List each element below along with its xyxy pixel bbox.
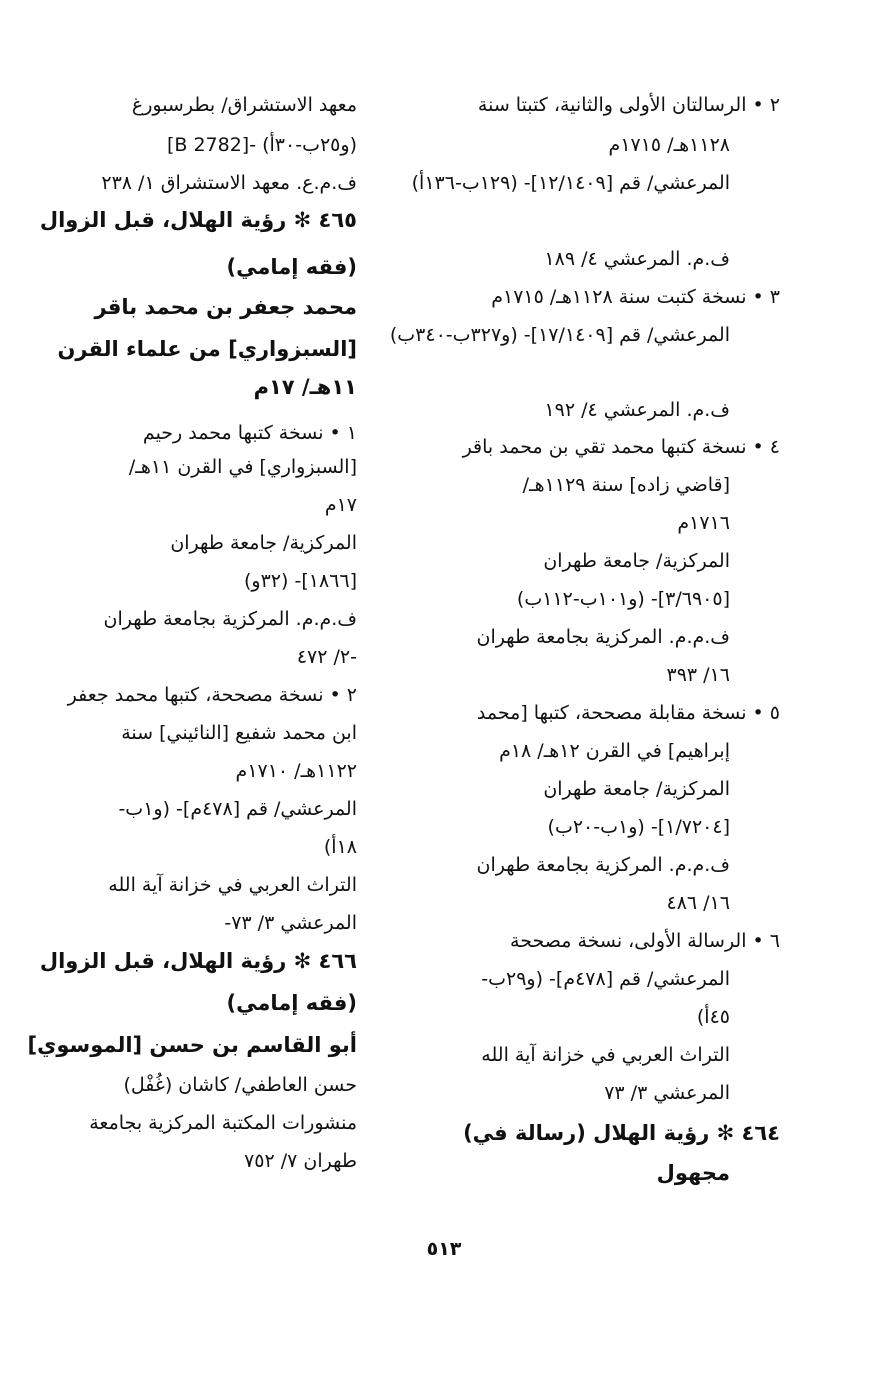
text-line: [B 2782]- (و٢٥ب-٣٠أ) <box>166 134 357 156</box>
text-line: المرعشي/ قم [٤٧٨م]- (و١ب- <box>118 798 357 820</box>
text-line: ١٦/ ٣٩٣ <box>666 664 730 686</box>
text-line: ١٧١٦م <box>677 512 730 534</box>
text-line: ١٨أ) <box>323 836 357 858</box>
text-line: ٤٥أ) <box>696 1006 730 1028</box>
text-line: [السبزواري] في القرن ١١هـ/ <box>128 456 357 478</box>
text-line: المرعشي/ قم [٤٧٨م]- (و٢٩ب- <box>481 968 730 990</box>
entry-heading-line: أبو القاسم بن حسن [الموسوي] <box>27 1033 357 1057</box>
entry-heading-line: ١١هـ/ ١٧م <box>253 375 357 399</box>
text-line: المركزية/ جامعة طهران <box>543 778 730 800</box>
text-line: ف.م.م. المركزية بجامعة طهران <box>103 608 357 630</box>
text-line: ف.م.م. المركزية بجامعة طهران <box>476 854 730 876</box>
text-line: معهد الاستشراق/ بطرسبورغ <box>131 94 357 116</box>
text-line: منشورات المكتبة المركزية بجامعة <box>89 1112 357 1134</box>
entry-heading-line: (فقه إمامي) <box>226 255 357 279</box>
text-line: ٦ • الرسالة الأولى، نسخة مصححة <box>510 930 780 952</box>
text-line: ف.م. المرعشي ٤/ ١٨٩ <box>544 248 730 270</box>
text-line: ١٧م <box>324 494 357 516</box>
text-line: المرعشي ٣/ ٧٣- <box>224 912 357 934</box>
entry-heading-line: مجهول <box>656 1161 730 1185</box>
entry-heading-line: (فقه إمامي) <box>226 991 357 1015</box>
text-line: المرعشي/ قم [١٢/١٤٠٩]- (١٢٩ب-١٣٦أ) <box>411 172 730 194</box>
text-line: [١/٧٢٠٤]- (و١ب-٢٠ب) <box>547 816 730 838</box>
text-line: ١١٢٨هـ/ ١٧١٥م <box>608 134 730 156</box>
text-line: ٢ • الرسالتان الأولى والثانية، كتبتا سنة <box>477 94 780 116</box>
text-line: ١ • نسخة كتبها محمد رحيم <box>142 422 357 444</box>
text-line: ٢/ ٤٧٢- <box>296 646 357 668</box>
text-line: المركزية/ جامعة طهران <box>170 532 357 554</box>
text-line: [١٨٦٦]- (٣٢و) <box>244 570 357 592</box>
text-line: ف.م. المرعشي ٤/ ١٩٢ <box>544 399 730 421</box>
text-line: المركزية/ جامعة طهران <box>543 550 730 572</box>
entry-heading-line: [السبزواري] من علماء القرن <box>57 337 357 361</box>
text-line: [٣/٦٩٠٥]- (و١٠١ب-١١٢ب) <box>516 588 730 610</box>
text-line: ١١٢٢هـ/ ١٧١٠م <box>235 760 357 782</box>
text-line: التراث العربي في خزانة آية الله <box>481 1044 730 1066</box>
text-line: التراث العربي في خزانة آية الله <box>108 874 357 896</box>
entry-heading-line: ٤٦٤ ✻ رؤية الهلال (رسالة في) <box>463 1121 780 1145</box>
entry-heading-line: ٤٦٥ ✻ رؤية الهلال، قبل الزوال <box>39 208 357 232</box>
text-line: إبراهيم] في القرن ١٢هـ/ ١٨م <box>499 740 730 762</box>
text-line: طهران ٧/ ٧٥٢ <box>244 1150 357 1172</box>
text-line: ٥ • نسخة مقابلة مصححة، كتبها [محمد <box>476 702 780 724</box>
page-number: ٥١٣ <box>426 1238 462 1260</box>
text-line: ٢ • نسخة مصححة، كتبها محمد جعفر <box>67 684 357 706</box>
text-line: المرعشي ٣/ ٧٣ <box>604 1082 730 1104</box>
text-line: المرعشي/ قم [١٧/١٤٠٩]- (و٣٢٧ب-٣٤٠ب) <box>389 324 730 346</box>
text-line: ابن محمد شفيع [النائيني] سنة <box>121 722 357 744</box>
entry-heading-line: محمد جعفر بن محمد باقر <box>94 295 357 319</box>
text-line: حسن العاطفي/ كاشان (غُفْل) <box>123 1074 357 1096</box>
text-line: ١٦/ ٤٨٦ <box>666 892 730 914</box>
text-line: ف.م.ع. معهد الاستشراق ١/ ٢٣٨ <box>101 172 357 194</box>
text-line: ف.م.م. المركزية بجامعة طهران <box>476 626 730 648</box>
text-line: ٤ • نسخة كتبها محمد تقي بن محمد باقر <box>462 436 780 458</box>
text-line: ٣ • نسخة كتبت سنة ١١٢٨هـ/ ١٧١٥م <box>491 286 780 308</box>
text-line: [قاضي زاده] سنة ١١٢٩هـ/ <box>522 474 730 496</box>
entry-heading-line: ٤٦٦ ✻ رؤية الهلال، قبل الزوال <box>39 949 357 973</box>
